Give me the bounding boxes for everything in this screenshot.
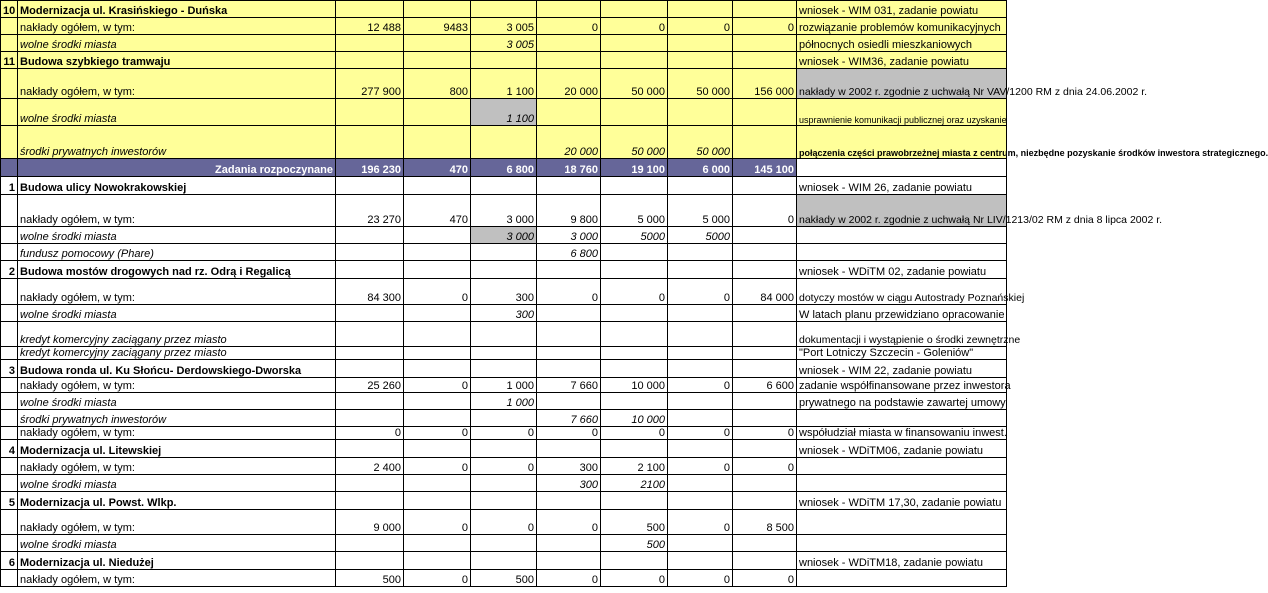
- value-cell[interactable]: 0: [733, 570, 797, 587]
- row-label[interactable]: wolne środki miasta: [18, 535, 336, 552]
- note-cell[interactable]: nakłady w 2002 r. zgodnie z uchwałą Nr VAV/1200 RM z dnia 24.06.2002 r.: [797, 69, 1007, 99]
- value-cell[interactable]: 500: [336, 570, 404, 587]
- value-cell[interactable]: 500: [471, 570, 537, 587]
- note-cell[interactable]: współudział miasta w finansowaniu inwest.: [797, 427, 1007, 440]
- row-label[interactable]: nakłady ogółem, w tym:: [18, 69, 336, 99]
- note-cell[interactable]: wniosek - WIM36, zadanie powiatu: [797, 52, 1007, 69]
- value-cell[interactable]: 3 000: [471, 195, 537, 227]
- row-index[interactable]: 6: [1, 552, 18, 570]
- table-row: [1, 305, 1007, 322]
- note-cell[interactable]: prywatnego na podstawie zawartej umowy: [797, 393, 1007, 410]
- row-index[interactable]: 10: [1, 1, 18, 18]
- value-cell[interactable]: 500: [601, 535, 668, 552]
- value-cell[interactable]: 5000: [601, 227, 668, 244]
- task-title[interactable]: Budowa szybkiego tramwaju: [18, 52, 336, 69]
- value-cell[interactable]: 0: [668, 279, 733, 305]
- value-cell[interactable]: 800: [404, 69, 471, 99]
- row-label[interactable]: nakłady ogółem, w tym:: [18, 18, 336, 35]
- note-cell[interactable]: wniosek - WDiTM 17,30, zadanie powiatu: [797, 492, 1007, 510]
- note-cell[interactable]: wniosek - WDiTM 02, zadanie powiatu: [797, 261, 1007, 279]
- value-cell[interactable]: 2 400: [336, 458, 404, 475]
- value-cell[interactable]: 0: [601, 570, 668, 587]
- value-cell[interactable]: 1 100: [471, 69, 537, 99]
- note-cell[interactable]: wniosek - WIM 26, zadanie powiatu: [797, 177, 1007, 195]
- row-label[interactable]: nakłady ogółem, w tym:: [18, 458, 336, 475]
- table-row: [1, 1, 1007, 18]
- table-row: [1, 570, 1007, 587]
- table-row: [1, 244, 1007, 261]
- table-row: [1, 410, 1007, 427]
- value-cell[interactable]: 0: [537, 279, 601, 305]
- note-cell[interactable]: rozwiązanie problemów komunikacyjnych: [797, 18, 1007, 35]
- value-cell[interactable]: 1 000: [471, 393, 537, 410]
- row-label[interactable]: wolne środki miasta: [18, 35, 336, 52]
- table-row: [1, 69, 1007, 99]
- value-cell[interactable]: 277 900: [336, 69, 404, 99]
- note-cell[interactable]: wniosek - WIM 22, zadanie powiatu: [797, 360, 1007, 378]
- value-cell[interactable]: 3 000: [471, 227, 537, 244]
- value-cell[interactable]: 0: [601, 427, 668, 440]
- value-cell[interactable]: 9 000: [336, 510, 404, 535]
- table-row: [1, 52, 1007, 69]
- row-label[interactable]: nakłady ogółem, w tym:: [18, 279, 336, 305]
- row-index[interactable]: 1: [1, 177, 18, 195]
- value-cell[interactable]: 20 000: [537, 126, 601, 159]
- row-label[interactable]: nakłady ogółem, w tym:: [18, 195, 336, 227]
- table-row: [1, 18, 1007, 35]
- value-cell[interactable]: 0: [668, 570, 733, 587]
- table-row: [1, 126, 1007, 159]
- value-cell[interactable]: 145 100: [733, 159, 797, 177]
- table-row: [1, 552, 1007, 570]
- value-cell[interactable]: 1 100: [471, 99, 537, 126]
- value-cell[interactable]: 0: [733, 18, 797, 35]
- value-cell[interactable]: 0: [668, 510, 733, 535]
- value-cell[interactable]: 0: [404, 458, 471, 475]
- value-cell[interactable]: 7 660: [537, 410, 601, 427]
- value-cell[interactable]: 2100: [601, 475, 668, 492]
- row-label[interactable]: kredyt komercyjny zaciągany przez miasto: [18, 322, 336, 347]
- value-cell[interactable]: 300: [471, 279, 537, 305]
- value-cell[interactable]: 2 100: [601, 458, 668, 475]
- task-title[interactable]: Budowa ronda ul. Ku Słońcu- Derdowskiego-Dworska: [18, 360, 336, 378]
- value-cell[interactable]: 0: [537, 570, 601, 587]
- note-cell[interactable]: "Port Lotniczy Szczecin - Goleniów": [797, 347, 1007, 360]
- value-cell[interactable]: 19 100: [601, 159, 668, 177]
- value-cell[interactable]: 0: [601, 18, 668, 35]
- task-title[interactable]: Modernizacja ul. Litewskiej: [18, 440, 336, 458]
- task-title[interactable]: Modernizacja ul. Powst. Wlkp.: [18, 492, 336, 510]
- value-cell[interactable]: 0: [537, 18, 601, 35]
- value-cell[interactable]: 470: [404, 195, 471, 227]
- value-cell[interactable]: 500: [601, 510, 668, 535]
- value-cell[interactable]: 20 000: [537, 69, 601, 99]
- note-cell[interactable]: wniosek - WDiTM06, zadanie powiatu: [797, 440, 1007, 458]
- value-cell[interactable]: 0: [471, 510, 537, 535]
- note-cell[interactable]: północnych osiedli mieszkaniowych: [797, 35, 1007, 52]
- row-label[interactable]: kredyt komercyjny zaciągany przez miasto: [18, 347, 336, 360]
- value-cell[interactable]: 12 488: [336, 18, 404, 35]
- value-cell[interactable]: 10 000: [601, 410, 668, 427]
- table-row: [1, 261, 1007, 279]
- value-cell[interactable]: 0: [404, 427, 471, 440]
- value-cell[interactable]: 0: [404, 570, 471, 587]
- value-cell[interactable]: 0: [471, 458, 537, 475]
- row-label[interactable]: nakłady ogółem, w tym:: [18, 427, 336, 440]
- value-cell[interactable]: 0: [336, 427, 404, 440]
- table-row: [1, 35, 1007, 52]
- row-label[interactable]: nakłady ogółem, w tym:: [18, 510, 336, 535]
- task-title[interactable]: Budowa ulicy Nowokrakowskiej: [18, 177, 336, 195]
- table-row: [1, 510, 1007, 535]
- row-label[interactable]: nakłady ogółem, w tym:: [18, 570, 336, 587]
- task-title[interactable]: Budowa mostów drogowych nad rz. Odrą i Regalicą: [18, 261, 336, 279]
- note-cell[interactable]: W latach planu przewidziano opracowanie: [797, 305, 1007, 322]
- value-cell[interactable]: 6 800: [471, 159, 537, 177]
- value-cell[interactable]: 8 500: [733, 510, 797, 535]
- table-row: [1, 360, 1007, 378]
- row-label[interactable]: wolne środki miasta: [18, 227, 336, 244]
- note-cell[interactable]: połączenia części prawobrzeżnej miasta z centrum, niezbędne pozyskanie środków inwestora strategicznego.: [797, 126, 1007, 159]
- value-cell[interactable]: 23 270: [336, 195, 404, 227]
- note-cell[interactable]: dokumentacji i wystąpienie o środki zewnętrzne: [797, 322, 1007, 347]
- value-cell[interactable]: 0: [537, 510, 601, 535]
- value-cell[interactable]: 7 660: [537, 378, 601, 393]
- value-cell[interactable]: 0: [668, 378, 733, 393]
- value-cell[interactable]: 9 800: [537, 195, 601, 227]
- value-cell[interactable]: 5 000: [668, 195, 733, 227]
- row-index[interactable]: 3: [1, 360, 18, 378]
- row-label[interactable]: wolne środki miasta: [18, 99, 336, 126]
- table-row: [1, 322, 1007, 347]
- row-label[interactable]: środki prywatnych inwestorów: [18, 410, 336, 427]
- value-cell[interactable]: 6 600: [733, 378, 797, 393]
- value-cell[interactable]: 0: [537, 427, 601, 440]
- table-row: [1, 535, 1007, 552]
- value-cell[interactable]: 6 000: [668, 159, 733, 177]
- value-cell[interactable]: 0: [471, 427, 537, 440]
- value-cell[interactable]: 10 000: [601, 378, 668, 393]
- task-title[interactable]: Modernizacja ul. Krasińskiego - Duńska: [18, 1, 336, 18]
- table-row: [1, 378, 1007, 393]
- row-index[interactable]: 4: [1, 440, 18, 458]
- value-cell[interactable]: 3 000: [537, 227, 601, 244]
- summary-label[interactable]: Zadania rozpoczynane: [18, 159, 336, 177]
- value-cell[interactable]: 0: [668, 427, 733, 440]
- value-cell[interactable]: 6 800: [537, 244, 601, 261]
- task-title[interactable]: Modernizacja ul. Niedużej: [18, 552, 336, 570]
- note-cell[interactable]: zadanie współfinansowane przez inwestora: [797, 378, 1007, 393]
- value-cell[interactable]: 25 260: [336, 378, 404, 393]
- value-cell[interactable]: 0: [668, 18, 733, 35]
- value-cell[interactable]: 50 000: [668, 126, 733, 159]
- row-label[interactable]: fundusz pomocowy (Phare): [18, 244, 336, 261]
- value-cell[interactable]: 0: [668, 458, 733, 475]
- row-label[interactable]: wolne środki miasta: [18, 393, 336, 410]
- table-row: [1, 458, 1007, 475]
- value-cell[interactable]: 50 000: [601, 126, 668, 159]
- row-label[interactable]: wolne środki miasta: [18, 475, 336, 492]
- row-index[interactable]: 5: [1, 492, 18, 510]
- value-cell[interactable]: 300: [537, 458, 601, 475]
- table-row: [1, 177, 1007, 195]
- value-cell[interactable]: 3 005: [471, 35, 537, 52]
- row-label[interactable]: nakłady ogółem, w tym:: [18, 378, 336, 393]
- value-cell[interactable]: 0: [404, 378, 471, 393]
- note-cell[interactable]: nakłady w 2002 r. zgodnie z uchwałą Nr LIV/1213/02 RM z dnia 8 lipca 2002 r.: [797, 195, 1007, 227]
- value-cell[interactable]: 300: [537, 475, 601, 492]
- value-cell[interactable]: 84 300: [336, 279, 404, 305]
- value-cell[interactable]: 0: [733, 458, 797, 475]
- note-cell[interactable]: usprawnienie komunikacji publicznej oraz uzyskanie: [797, 99, 1007, 126]
- value-cell[interactable]: 84 000: [733, 279, 797, 305]
- table-row: [1, 475, 1007, 492]
- value-cell[interactable]: 50 000: [601, 69, 668, 99]
- value-cell[interactable]: 18 760: [537, 159, 601, 177]
- table-row: [1, 427, 1007, 440]
- value-cell[interactable]: 0: [601, 279, 668, 305]
- value-cell[interactable]: 0: [733, 427, 797, 440]
- value-cell[interactable]: 156 000: [733, 69, 797, 99]
- value-cell[interactable]: 5 000: [601, 195, 668, 227]
- table-row: [1, 195, 1007, 227]
- value-cell[interactable]: 5000: [668, 227, 733, 244]
- note-cell[interactable]: dotyczy mostów w ciągu Autostrady Poznańskiej: [797, 279, 1007, 305]
- value-cell[interactable]: 0: [404, 279, 471, 305]
- table-row: [1, 492, 1007, 510]
- summary-row: [1, 159, 1007, 177]
- value-cell[interactable]: 9483: [404, 18, 471, 35]
- note-cell[interactable]: wniosek - WIM 031, zadanie powiatu: [797, 1, 1007, 18]
- value-cell[interactable]: 3 005: [471, 18, 537, 35]
- note-cell[interactable]: wniosek - WDiTM18, zadanie powiatu: [797, 552, 1007, 570]
- value-cell[interactable]: 1 000: [471, 378, 537, 393]
- table-row: [1, 393, 1007, 410]
- value-cell[interactable]: 50 000: [668, 69, 733, 99]
- table-row: [1, 279, 1007, 305]
- value-cell[interactable]: 300: [471, 305, 537, 322]
- row-index[interactable]: 11: [1, 52, 18, 69]
- table-row: [1, 440, 1007, 458]
- table-row: [1, 99, 1007, 126]
- value-cell[interactable]: 196 230: [336, 159, 404, 177]
- value-cell[interactable]: 0: [404, 510, 471, 535]
- row-index[interactable]: 2: [1, 261, 18, 279]
- value-cell[interactable]: 470: [404, 159, 471, 177]
- row-label[interactable]: środki prywatnych inwestorów: [18, 126, 336, 159]
- row-label[interactable]: wolne środki miasta: [18, 305, 336, 322]
- value-cell[interactable]: 0: [733, 195, 797, 227]
- table-row: [1, 347, 1007, 360]
- table-row: [1, 227, 1007, 244]
